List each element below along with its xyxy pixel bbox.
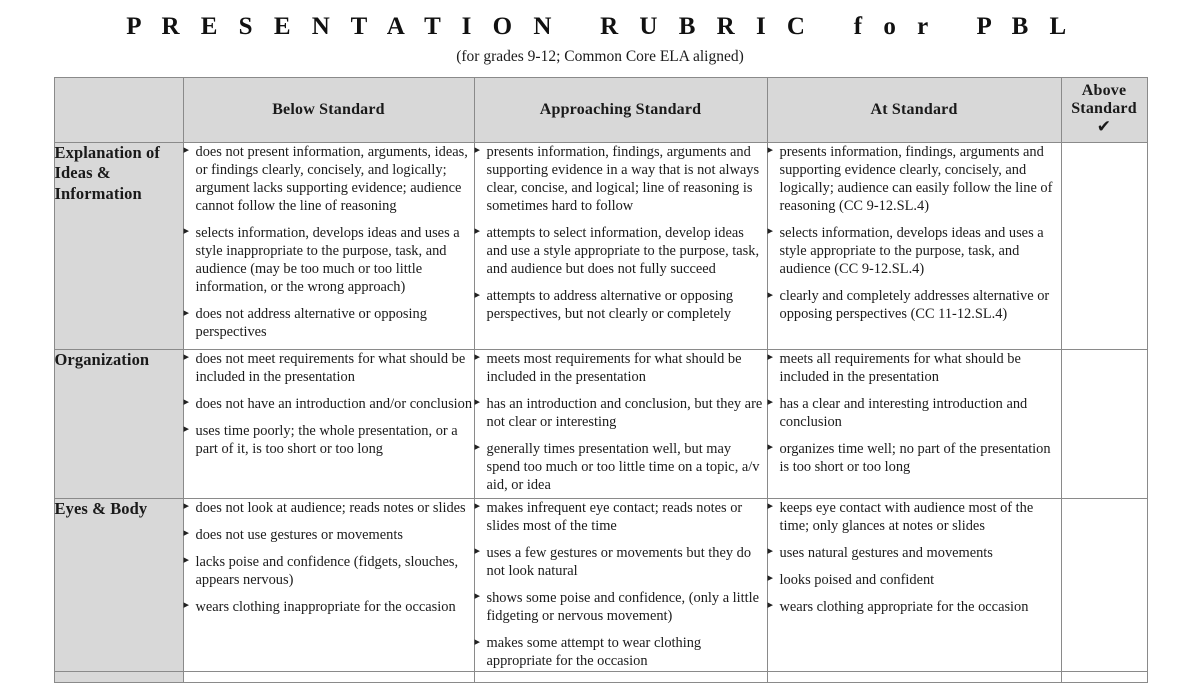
- criteria-list-item: ▸ wears clothing inappropriate for the occasion: [184, 598, 474, 616]
- criteria-list-item: ▸ does not look at audience; reads notes or slides: [184, 499, 474, 517]
- criteria-list-item: ▸ looks poised and confident: [768, 571, 1061, 589]
- cell-below-standard: [183, 349, 474, 498]
- criteria-list-item: ▸ wears clothing appropriate for the occasion: [768, 598, 1061, 616]
- criteria-list-item: ▸ selects information, develops ideas and uses a style appropriate to the purpose, task, and audience (CC 9-12.SL.4): [768, 224, 1061, 278]
- criteria-list-item: ▸ meets all requirements for what should be included in the presentation: [768, 350, 1061, 386]
- row-criterion-label: Explanation of Ideas & Information: [54, 142, 183, 349]
- row-criterion-label: Organization: [54, 349, 183, 498]
- document-title-block: [0, 0, 1200, 65]
- criteria-list: [184, 499, 474, 616]
- rubric-table: [54, 77, 1148, 683]
- criteria-list: [475, 499, 767, 671]
- checkmark-icon: ✔: [1096, 117, 1112, 138]
- criteria-list: [768, 143, 1061, 324]
- page-title: P R E S E N T A T I O N R U B R I C f o r P B L: [126, 13, 1074, 40]
- criteria-list-item: ▸ does not use gestures or movements: [184, 526, 474, 544]
- criteria-list-item: ▸ clearly and completely addresses alternative or opposing perspectives (CC 11-12.SL.4): [768, 287, 1061, 323]
- criteria-list: [768, 350, 1061, 476]
- table-header-row: [54, 77, 1147, 142]
- cell-above-standard-clipped[interactable]: [1061, 671, 1147, 682]
- cell-at-standard: [767, 498, 1061, 671]
- criteria-list-item: ▸ presents information, findings, arguments and supporting evidence in a way that is not always clear, concise, and logical; line of reasoning is sometimes hard to follow: [475, 143, 767, 215]
- cell-above-standard[interactable]: [1061, 498, 1147, 671]
- rubric-table-container: [54, 77, 1147, 683]
- criteria-list-item: ▸ generally times presentation well, but may spend too much or too little time on a topic, a/v aid, or idea: [475, 440, 767, 494]
- criteria-list-item: ▸ lacks poise and confidence (fidgets, slouches, appears nervous): [184, 553, 474, 589]
- table-row-clipped: [54, 671, 1147, 682]
- criteria-list: [184, 350, 474, 458]
- row-criterion-label: Eyes & Body: [54, 498, 183, 671]
- criteria-list-item: ▸ uses natural gestures and movements: [768, 544, 1061, 562]
- criteria-list-item: ▸ shows some poise and confidence, (only a little fidgeting or nervous movement): [475, 589, 767, 625]
- criteria-list: [475, 143, 767, 324]
- criteria-list-item: ▸ selects information, develops ideas and uses a style inappropriate to the purpose, task, and audience (may be too much or too little information, or the wrong approach): [184, 224, 474, 296]
- criteria-list-item: ▸ keeps eye contact with audience most of the time; only glances at notes or slides: [768, 499, 1061, 535]
- header-cell-criteria-hatched: [54, 77, 183, 142]
- criteria-list-item: ▸ does not address alternative or opposing perspectives: [184, 305, 474, 341]
- page-subtitle: (for grades 9-12; Common Core ELA aligned): [456, 47, 744, 65]
- header-cell-at-standard: At Standard: [767, 77, 1061, 142]
- cell-below-standard: [183, 498, 474, 671]
- criteria-list-item: ▸ makes infrequent eye contact; reads notes or slides most of the time: [475, 499, 767, 535]
- header-cell-above-standard: [1061, 77, 1147, 142]
- header-above-standard-label: Above Standard: [1071, 82, 1137, 118]
- cell-approaching-standard: [474, 142, 767, 349]
- criteria-list: [184, 143, 474, 342]
- criteria-list-item: ▸ uses time poorly; the whole presentation, or a part of it, is too short or too long: [184, 422, 474, 458]
- criteria-list-item: ▸ attempts to address alternative or opposing perspectives, but not clearly or completely: [475, 287, 767, 323]
- criteria-list: [475, 350, 767, 495]
- criteria-list-item: ▸ attempts to select information, develop ideas and use a style appropriate to the purpose, task, and audience but does not fully succeed: [475, 224, 767, 278]
- criteria-list-item: ▸ organizes time well; no part of the presentation is too short or too long: [768, 440, 1061, 476]
- cell-at-standard: [767, 142, 1061, 349]
- cell-approaching-standard: [474, 349, 767, 498]
- table-row: [54, 349, 1147, 498]
- criteria-list-item: ▸ makes some attempt to wear clothing appropriate for the occasion: [475, 634, 767, 670]
- header-cell-below-standard: Below Standard: [183, 77, 474, 142]
- table-row: [54, 142, 1147, 349]
- criteria-list-item: ▸ meets most requirements for what should be included in the presentation: [475, 350, 767, 386]
- criteria-list-item: ▸ does not have an introduction and/or conclusion: [184, 395, 474, 413]
- cell-at-standard: [767, 349, 1061, 498]
- criteria-list-item: ▸ has an introduction and conclusion, but they are not clear or interesting: [475, 395, 767, 431]
- criteria-list-item: ▸ does not present information, arguments, ideas, or findings clearly, concisely, and logically; argument lacks supporting evidence; audience cannot follow the line of reasoning: [184, 143, 474, 215]
- header-cell-approaching-standard: Approaching Standard: [474, 77, 767, 142]
- criteria-list: [768, 499, 1061, 616]
- cell-approaching-standard-clipped: [474, 671, 767, 682]
- table-row: [54, 498, 1147, 671]
- cell-below-standard: [183, 142, 474, 349]
- criteria-list-item: ▸ does not meet requirements for what should be included in the presentation: [184, 350, 474, 386]
- cell-below-standard-clipped: [183, 671, 474, 682]
- cell-approaching-standard: [474, 498, 767, 671]
- row-criterion-label-clipped: [54, 671, 183, 682]
- criteria-list-item: ▸ has a clear and interesting introduction and conclusion: [768, 395, 1061, 431]
- criteria-list-item: ▸ presents information, findings, arguments and supporting evidence clearly, concisely, and logically; audience can easily follow the line of reasoning (CC 9-12.SL.4): [768, 143, 1061, 215]
- cell-at-standard-clipped: [767, 671, 1061, 682]
- cell-above-standard[interactable]: [1061, 349, 1147, 498]
- cell-above-standard[interactable]: [1061, 142, 1147, 349]
- criteria-list-item: ▸ uses a few gestures or movements but they do not look natural: [475, 544, 767, 580]
